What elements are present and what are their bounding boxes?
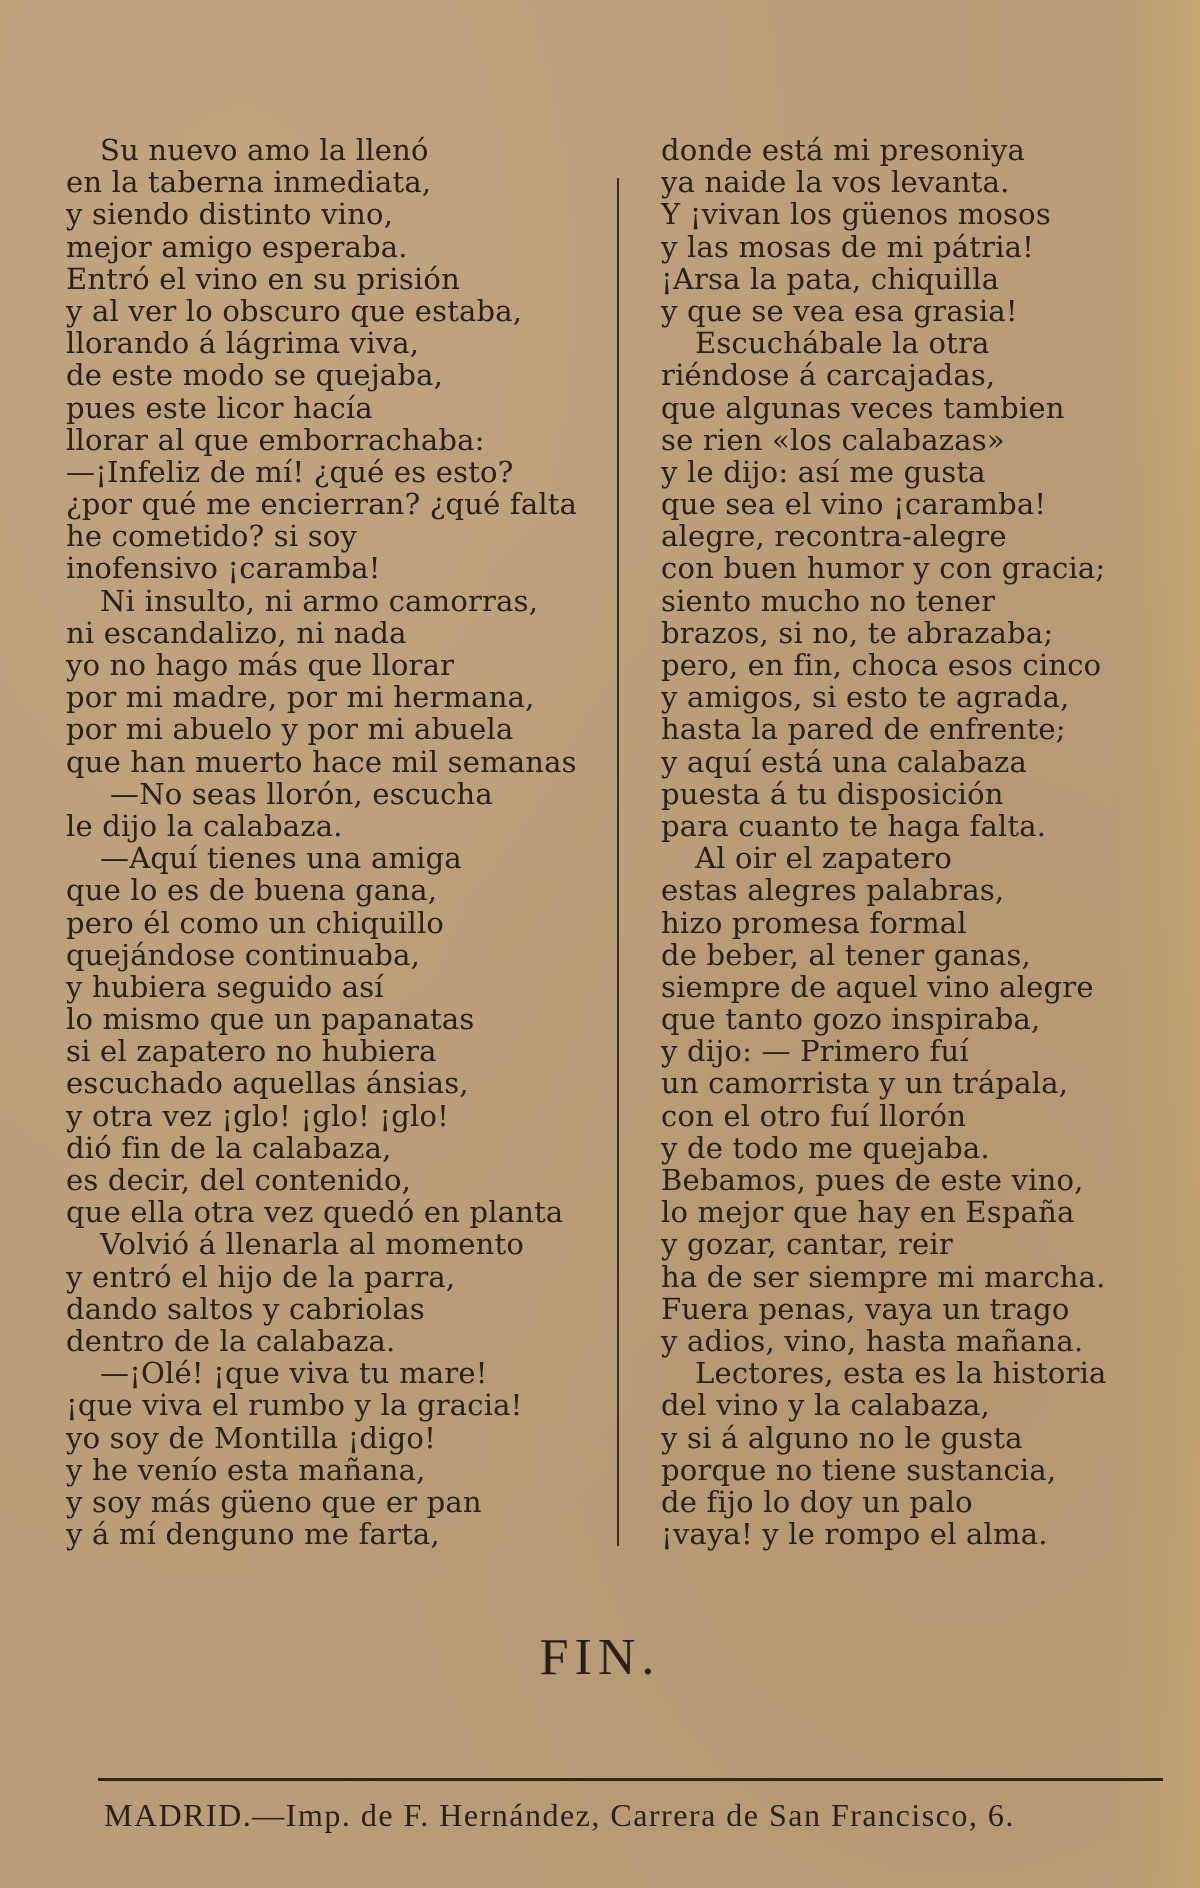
verse-line: donde está mi presoniya	[661, 133, 1025, 167]
verse-line: dando saltos y cabriolas	[66, 1291, 425, 1326]
left-verse-column	[66, 134, 586, 1550]
verse-line: —No seas llorón, escucha	[110, 776, 493, 811]
printer-imprint: MADRID.—Imp. de F. Hernández, Carrera de San Francisco, 6.	[104, 1797, 1015, 1833]
verse-line: lo mejor que hay en España	[661, 1195, 1075, 1230]
verse-line: y hubiera seguido así	[66, 969, 384, 1004]
verse-line: por mi madre, por mi hermana,	[66, 680, 535, 715]
verse-line: siento mucho no tener	[661, 583, 996, 618]
verse-line: si el zapatero no hubiera	[66, 1034, 437, 1069]
verse-line: que sea el vino ¡caramba!	[661, 487, 1047, 522]
verse-line: —¡Infeliz de mí! ¿qué es esto?	[66, 454, 514, 489]
verse-line: llorando á lágrima viva,	[66, 326, 420, 361]
verse-line: ni escandalizo, ni nada	[66, 615, 407, 650]
verse-line: escuchado aquellas ánsias,	[66, 1066, 469, 1101]
verse-line: Al oir el zapatero	[695, 841, 953, 876]
verse-line: Ni insulto, ni armo camorras,	[100, 583, 539, 618]
verse-line: y gozar, cantar, reir	[661, 1227, 953, 1262]
verse-line: un camorrista y un trápala,	[661, 1066, 1069, 1101]
verse-line: y si á alguno no le gusta	[661, 1420, 1023, 1455]
verse-line: Escuchábale la otra	[695, 326, 990, 361]
verse-line: y adios, vino, hasta mañana.	[661, 1323, 1084, 1358]
verse-line: y he venío esta mañana,	[66, 1452, 426, 1487]
verse-line: que han muerto hace mil semanas	[66, 744, 577, 779]
verse-line: y de todo me quejaba.	[661, 1130, 990, 1165]
verse-line: —¡Olé! ¡que viva tu mare!	[100, 1356, 488, 1391]
verse-line: es decir, del contenido,	[66, 1163, 412, 1197]
verse-line: de fijo lo doy un palo	[661, 1484, 973, 1519]
verse-line: y que se vea esa grasia!	[661, 293, 1018, 328]
verse-line: y otra vez ¡glo! ¡glo! ¡glo!	[66, 1098, 449, 1133]
verse-line: puesta á tu disposición	[661, 776, 1004, 811]
verse-line: Entró el vino en su prisión	[66, 261, 460, 296]
verse-line: ¿por qué me encierran? ¿qué falta	[66, 487, 578, 522]
verse-line: y á mí denguno me farta,	[66, 1517, 440, 1552]
verse-line: pues este licor hacía	[66, 390, 373, 425]
column-divider	[617, 178, 619, 1546]
verse-line: y dijo: — Primero fuí	[661, 1034, 969, 1069]
verse-line: ¡que viva el rumbo y la gracia!	[66, 1388, 523, 1423]
verse-line: hasta la pared de enfrente;	[661, 712, 1066, 747]
verse-line: que lo es de buena gana,	[66, 873, 438, 908]
verse-line: se rien «los calabazas»	[661, 422, 1005, 457]
verse-line: en la taberna inmediata,	[66, 165, 432, 200]
verse-line: ¡vaya! y le rompo el alma.	[661, 1517, 1048, 1552]
verse-line: Bebamos, pues de este vino,	[661, 1163, 1084, 1197]
verse-line: que algunas veces tambien	[661, 390, 1065, 425]
verse-line: pero él como un chiquillo	[66, 905, 445, 940]
verse-line: le dijo la calabaza.	[66, 808, 343, 843]
verse-line: y las mosas de mi pátria!	[661, 229, 1035, 264]
verse-line: Y ¡vivan los güenos mosos	[661, 197, 1051, 232]
verse-line: siempre de aquel vino alegre	[661, 969, 1094, 1004]
verse-line: ya naide la vos levanta.	[661, 165, 1010, 200]
verse-line: yo no hago más que llorar	[66, 648, 455, 682]
verse-line: dió fin de la calabaza,	[66, 1130, 392, 1165]
verse-line: he cometido? si soy	[66, 519, 358, 554]
verse-line: y al ver lo obscuro que estaba,	[66, 293, 523, 328]
verse-line: quejándose continuaba,	[66, 937, 421, 972]
fin-heading: FIN.	[539, 1629, 661, 1686]
verse-line: y soy más güeno que er pan	[66, 1484, 482, 1519]
verse-line: de beber, al tener ganas,	[661, 937, 1031, 972]
right-verse-column	[661, 134, 1161, 1550]
verse-line: Su nuevo amo la llenó	[100, 133, 429, 167]
verse-line: y amigos, si esto te agrada,	[661, 680, 1070, 715]
verse-line: que ella otra vez quedó en planta	[66, 1195, 564, 1230]
verse-line: Fuera penas, vaya un trago	[661, 1291, 1070, 1326]
verse-line: lo mismo que un papanatas	[66, 1002, 475, 1037]
verse-line: que tanto gozo inspiraba,	[661, 1002, 1041, 1037]
verse-line: del vino y la calabaza,	[661, 1388, 990, 1423]
verse-line: y le dijo: así me gusta	[661, 454, 986, 489]
verse-line: y entró el hijo de la parra,	[66, 1259, 456, 1294]
footer-divider	[98, 1778, 1163, 1781]
verse-line: ¡Arsa la pata, chiquilla	[661, 261, 1000, 296]
verse-line: alegre, recontra-alegre	[661, 519, 1007, 554]
verse-line: con el otro fuí llorón	[661, 1098, 967, 1133]
verse-line: pero, en fin, choca esos cinco	[661, 648, 1102, 682]
verse-line: inofensivo ¡caramba!	[66, 551, 381, 586]
verse-line: y aquí está una calabaza	[661, 744, 1028, 779]
verse-line: Lectores, esta es la historia	[695, 1356, 1107, 1391]
verse-line: Volvió á llenarla al momento	[100, 1227, 524, 1262]
verse-line: para cuanto te haga falta.	[661, 808, 1047, 843]
verse-line: llorar al que emborrachaba:	[66, 422, 485, 457]
verse-line: yo soy de Montilla ¡digo!	[66, 1420, 436, 1455]
verse-line: y siendo distinto vino,	[66, 197, 394, 232]
verse-line: porque no tiene sustancia,	[661, 1452, 1057, 1487]
verse-line: por mi abuelo y por mi abuela	[66, 712, 514, 747]
verse-line: brazos, si no, te abrazaba;	[661, 615, 1054, 650]
verse-line: con buen humor y con gracia;	[661, 551, 1106, 586]
verse-line: de este modo se quejaba,	[66, 358, 444, 393]
verse-line: mejor amigo esperaba.	[66, 229, 408, 264]
verse-line: ha de ser siempre mi marcha.	[661, 1259, 1106, 1294]
verse-line: dentro de la calabaza.	[66, 1323, 396, 1358]
verse-line: hizo promesa formal	[661, 905, 967, 940]
verse-line: estas alegres palabras,	[661, 873, 1005, 908]
verse-line: riéndose á carcajadas,	[661, 358, 996, 393]
verse-line: —Aquí tienes una amiga	[100, 841, 462, 876]
